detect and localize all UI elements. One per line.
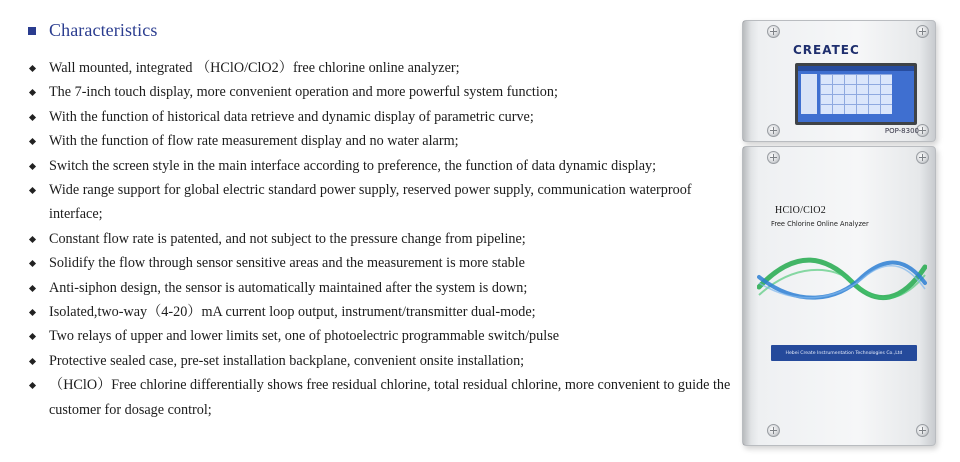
diamond-bullet-icon: [29, 285, 36, 292]
feature-text: Solidify the flow through sensor sensitive areas and the measurement is more stable: [49, 255, 525, 272]
list-item: [30, 56, 760, 80]
product-subtitle: Free Chlorine Online Analyzer: [771, 220, 869, 228]
feature-text: Wall mounted, integrated （HClO/ClO2）free chlorine online analyzer;: [49, 60, 460, 76]
list-item: [30, 178, 760, 227]
model-number: POP-8300: [884, 127, 919, 135]
brand-logo: CREATEC: [793, 43, 860, 57]
company-label: [771, 345, 917, 361]
touch-display: [798, 66, 914, 122]
diamond-bullet-icon: [29, 89, 36, 96]
list-item: [30, 154, 760, 178]
device-screen: [795, 63, 917, 125]
feature-text: With the function of historical data retrieve and dynamic display of parametric curve;: [49, 108, 534, 125]
list-item: [30, 80, 760, 104]
feature-text: Isolated,two-way（4-20）mA current loop output, instrument/transmitter dual-mode;: [49, 304, 536, 321]
screw-icon: [767, 25, 780, 38]
list-item: [30, 349, 760, 373]
diamond-bullet-icon: [29, 333, 36, 340]
diamond-bullet-icon: [29, 163, 36, 170]
screw-icon: [767, 424, 780, 437]
diamond-bullet-icon: [29, 260, 36, 267]
feature-text: Wide range support for global electric standard power supply, reserved power supply, communication waterproof interface;: [49, 182, 692, 223]
panel-shade: [743, 147, 751, 445]
diamond-bullet-icon: [29, 236, 36, 243]
screen-sidebar: [801, 74, 817, 114]
list-item: [30, 276, 760, 300]
list-item: [30, 324, 760, 348]
screen-data-grid: [820, 74, 892, 114]
diamond-bullet-icon: [29, 309, 36, 316]
screw-icon: [767, 151, 780, 164]
feature-list: [30, 56, 760, 422]
product-name: HClO/ClO2: [775, 205, 827, 216]
wave-graphic: [757, 247, 927, 317]
screw-icon: [916, 151, 929, 164]
device-bottom-enclosure: [742, 146, 936, 446]
screw-icon: [916, 424, 929, 437]
list-item: [30, 373, 760, 422]
list-item: [30, 105, 760, 129]
company-name: Hebei Create Instrumentation Technologies Co.,Ltd: [785, 350, 903, 356]
feature-text: The 7-inch touch display, more convenient operation and more powerful system function;: [49, 84, 558, 101]
list-item: [30, 129, 760, 153]
diamond-bullet-icon: [29, 382, 36, 389]
diamond-bullet-icon: [29, 138, 36, 145]
screw-icon: [916, 25, 929, 38]
device-top-enclosure: [742, 20, 936, 142]
feature-text: Protective sealed case, pre-set installation backplane, convenient onsite installation;: [49, 352, 525, 369]
bullet-square-icon: [28, 27, 36, 35]
screw-icon: [767, 124, 780, 137]
section-title: Characteristics: [49, 20, 158, 40]
diamond-bullet-icon: [29, 358, 36, 365]
diamond-bullet-icon: [29, 187, 36, 194]
panel-shade: [743, 21, 751, 141]
analyzer-device-image: [736, 14, 948, 452]
list-item: [30, 300, 760, 324]
feature-text: （HClO）Free chlorine differentially shows free residual chlorine, total residual chlorine, more convenient to guide the customer for dosage control;: [49, 377, 731, 418]
feature-text: Constant flow rate is patented, and not subject to the pressure change from pipeline;: [49, 230, 526, 247]
screen-title-bar: [798, 66, 914, 71]
feature-text: Switch the screen style in the main interface according to preference, the function of data dynamic display;: [49, 157, 657, 174]
list-item: [30, 227, 760, 251]
list-item: [30, 251, 760, 275]
diamond-bullet-icon: [29, 114, 36, 121]
feature-text: Two relays of upper and lower limits set, one of photoelectric programmable switch/pulse: [49, 328, 560, 345]
diamond-bullet-icon: [29, 65, 36, 72]
feature-text: Anti-siphon design, the sensor is automatically maintained after the system is down;: [49, 279, 528, 296]
feature-text: With the function of flow rate measurement display and no water alarm;: [49, 133, 459, 150]
section-heading: [28, 20, 157, 41]
